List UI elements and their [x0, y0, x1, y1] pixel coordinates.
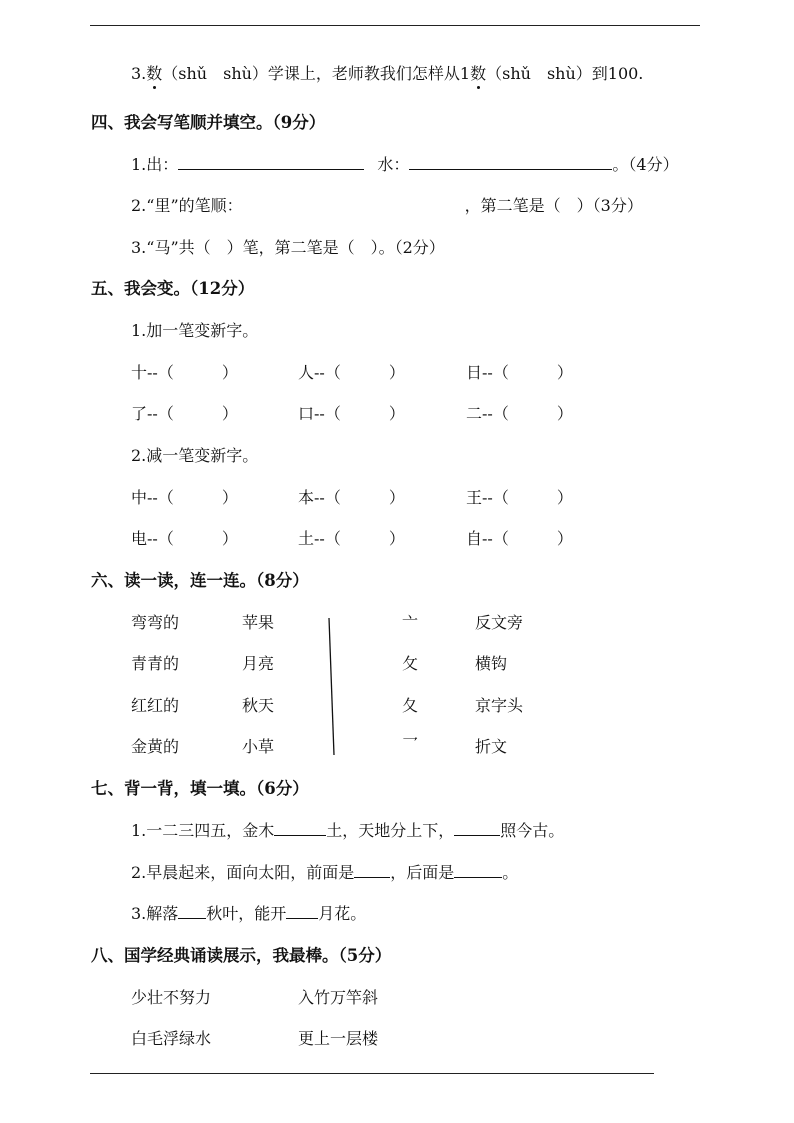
dotted-char: 数 — [146, 64, 163, 83]
answer-blank[interactable] — [178, 154, 364, 170]
section-4-title: 四、我会写笔顺并填空。（9分） — [91, 113, 326, 132]
remove-stroke-item: 自--（ ） — [466, 529, 573, 548]
remove-stroke-subtitle: 2.减一笔变新字。 — [131, 446, 259, 465]
add-stroke-item: 二--（ ） — [466, 404, 573, 423]
poem-line-end[interactable]: 入竹万竿斜 — [298, 988, 379, 1007]
section-8-title: 八、国学经典诵读展示，我最棒。（5分） — [91, 946, 392, 965]
radical-symbol[interactable]: 亠 — [402, 613, 419, 632]
radical-symbol[interactable]: 夂 — [402, 696, 419, 715]
answer-blank[interactable] — [286, 903, 318, 919]
noun-word[interactable]: 苹果 — [242, 613, 275, 632]
top-rule — [90, 25, 700, 26]
add-stroke-item: 口--（ ） — [298, 404, 405, 423]
answer-blank[interactable] — [454, 820, 500, 836]
recite-q1: 1.一二三四五，金木 土，天地分上下， 照今古。 — [131, 821, 565, 840]
recite-q3: 3.解落 秋叶，能开 月花。 — [131, 904, 367, 923]
stroke-order-q2: 2.“里”的笔顺： ，第二笔是（ ）（3分） — [131, 196, 643, 215]
dotted-char: 数 — [470, 64, 487, 83]
poem-line-start[interactable]: 少壮不努力 — [131, 988, 212, 1007]
answer-blank[interactable] — [178, 903, 206, 919]
noun-word[interactable]: 秋天 — [242, 696, 275, 715]
remove-stroke-item: 王--（ ） — [466, 488, 573, 507]
poem-line-end[interactable]: 更上一层楼 — [298, 1029, 379, 1048]
radical-name[interactable]: 折文 — [475, 737, 508, 756]
answer-blank[interactable] — [274, 820, 326, 836]
radical-symbol[interactable]: 攵 — [402, 654, 419, 673]
adjective-word[interactable]: 弯弯的 — [131, 613, 180, 632]
answer-blank[interactable] — [354, 862, 390, 878]
stroke-order-q1: 1.出： 水： 。（4分） — [131, 155, 679, 174]
recite-q2: 2.早晨起来，面向太阳，前面是 ，后面是 。 — [131, 863, 519, 882]
noun-word[interactable]: 小草 — [242, 737, 275, 756]
add-stroke-item: 日--（ ） — [466, 363, 573, 382]
remove-stroke-item: 土--（ ） — [298, 529, 405, 548]
bottom-rule — [90, 1073, 654, 1074]
section-6-title: 六、读一读，连一连。（8分） — [91, 571, 309, 590]
add-stroke-item: 十--（ ） — [131, 363, 238, 382]
radical-name[interactable]: 京字头 — [475, 696, 524, 715]
radical-name[interactable]: 横钩 — [475, 654, 508, 673]
divider-line — [326, 616, 338, 758]
radical-symbol[interactable]: 乛 — [402, 735, 419, 754]
answer-blank[interactable] — [409, 154, 612, 170]
adjective-word[interactable]: 青青的 — [131, 654, 180, 673]
noun-word[interactable]: 月亮 — [242, 654, 275, 673]
answer-blank[interactable] — [454, 862, 502, 878]
add-stroke-item: 了--（ ） — [131, 404, 238, 423]
add-stroke-item: 人--（ ） — [298, 363, 405, 382]
remove-stroke-item: 中--（ ） — [131, 488, 238, 507]
adjective-word[interactable]: 金黄的 — [131, 737, 180, 756]
poem-line-start[interactable]: 白毛浮绿水 — [131, 1029, 212, 1048]
add-stroke-subtitle: 1.加一笔变新字。 — [131, 321, 259, 340]
adjective-word[interactable]: 红红的 — [131, 696, 180, 715]
remove-stroke-item: 本--（ ） — [298, 488, 405, 507]
pinyin-question-3: 3.数（shǔ shù）学课上，老师教我们怎样从1数（shǔ shù）到100. — [131, 64, 644, 83]
remove-stroke-item: 电--（ ） — [131, 529, 238, 548]
section-5-title: 五、我会变。（12分） — [91, 279, 255, 298]
stroke-order-q3: 3.“马”共（ ）笔，第二笔是（ ）。（2分） — [131, 238, 445, 257]
section-7-title: 七、背一背，填一填。（6分） — [91, 779, 309, 798]
radical-name[interactable]: 反文旁 — [475, 613, 524, 632]
